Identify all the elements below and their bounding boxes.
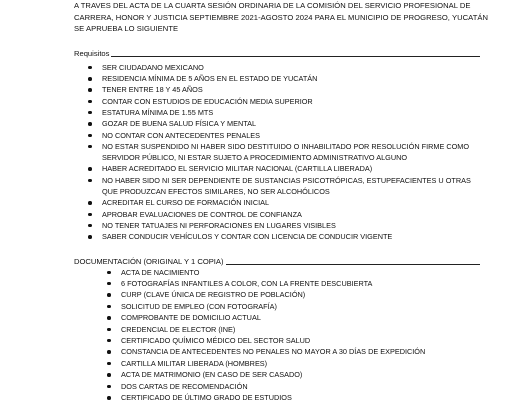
list-item: NO HABER SIDO NI SER DEPENDIENTE DE SUSTANCIAS PSICOTRÓPICAS, ESTUPEFACIENTES U OTRAS QUE PRODUZCAN EFECTOS SIMILARES, NO SER ALCOHÓLICOS bbox=[74, 175, 480, 198]
intro-paragraph bbox=[74, 0, 489, 35]
list-item: NO CONTAR CON ANTECEDENTES PENALES bbox=[74, 130, 480, 141]
requisitos-heading bbox=[74, 47, 480, 58]
list-item: CERTIFICADO QUÍMICO MÉDICO DEL SECTOR SALUD bbox=[74, 335, 480, 346]
list-item: ACTA DE NACIMIENTO bbox=[74, 267, 480, 278]
list-item: HABER ACREDITADO EL SERVICIO MILITAR NACIONAL (CARTILLA LIBERADA) bbox=[74, 163, 480, 174]
list-item: CERTIFICADO DE ÚLTIMO GRADO DE ESTUDIOS bbox=[74, 392, 480, 403]
list-item: ESTATURA MÍNIMA DE 1.55 MTS bbox=[74, 107, 480, 118]
list-item: ACTA DE MATRIMONIO (EN CASO DE SER CASADO) bbox=[74, 369, 480, 380]
list-item: SABER CONDUCIR VEHÍCULOS Y CONTAR CON LICENCIA DE CONDUCIR VIGENTE bbox=[74, 231, 480, 242]
list-item: TENER ENTRE 18 Y 45 AÑOS bbox=[74, 84, 480, 95]
list-item: CONSTANCIA DE ANTECEDENTES NO PENALES NO MAYOR A 30 DÍAS DE EXPEDICIÓN bbox=[74, 346, 480, 357]
list-item: COMPROBANTE DE DOMICILIO ACTUAL bbox=[74, 312, 480, 323]
list-item: ACREDITAR EL CURSO DE FORMACIÓN INICIAL bbox=[74, 197, 480, 208]
list-item: CONTAR CON ESTUDIOS DE EDUCACIÓN MEDIA SUPERIOR bbox=[74, 96, 480, 107]
documentacion-list bbox=[74, 267, 480, 403]
list-item: CARTILLA MILITAR LIBERADA (HOMBRES) bbox=[74, 358, 480, 369]
requisitos-heading-underline bbox=[111, 56, 480, 57]
list-item: 6 FOTOGRAFÍAS INFANTILES A COLOR, CON LA FRENTE DESCUBIERTA bbox=[74, 278, 480, 289]
list-item: GOZAR DE BUENA SALUD FÍSICA Y MENTAL bbox=[74, 118, 480, 129]
requisitos-list bbox=[74, 62, 480, 243]
list-item: SOLICITUD DE EMPLEO (CON FOTOGRAFÍA) bbox=[74, 301, 480, 312]
list-item: CREDENCIAL DE ELECTOR (INE) bbox=[74, 324, 480, 335]
requisitos-heading-label: Requisitos bbox=[74, 48, 110, 58]
documentacion-heading-underline bbox=[226, 264, 480, 265]
list-item: DOS CARTAS DE RECOMENDACIÓN bbox=[74, 381, 480, 392]
list-item: APROBAR EVALUACIONES DE CONTROL DE CONFIANZA bbox=[74, 209, 480, 220]
intro-line: A TRAVES DEL ACTA DE LA CUARTA SESIÓN ORDINARIA DE LA COMISIÓN DEL SERVICIO PROFESIONAL DE bbox=[74, 1, 471, 10]
intro-line: CARRERA, HONOR Y JUSTICIA SEPTIEMBRE 2021-AGOSTO 2024 PARA EL MUNICIPIO DE PROGRESO, YUCATÁN bbox=[74, 12, 489, 22]
documentacion-heading bbox=[74, 255, 480, 266]
documentacion-heading-label: DOCUMENTACIÓN (ORIGINAL Y 1 COPIA) bbox=[74, 256, 224, 266]
list-item: SER CIUDADANO MEXICANO bbox=[74, 62, 480, 73]
list-item: RESIDENCIA MÍNIMA DE 5 AÑOS EN EL ESTADO DE YUCATÁN bbox=[74, 73, 480, 84]
list-item: NO TENER TATUAJES NI PERFORACIONES EN LUGARES VISIBLES bbox=[74, 220, 480, 231]
list-item: NO ESTAR SUSPENDIDO NI HABER SIDO DESTITUIDO O INHABILITADO POR RESOLUCIÓN FIRME COMO SERVIDOR PÚBLICO, NI ESTAR SUJETO A PROCEDIMIENTO ADMINISTRATIVO ALGUNO bbox=[74, 141, 480, 164]
intro-line: SE APRUEBA LO SIGUIENTE bbox=[74, 24, 179, 34]
list-item: CURP (CLAVE ÚNICA DE REGISTRO DE POBLACIÓN) bbox=[74, 289, 480, 300]
